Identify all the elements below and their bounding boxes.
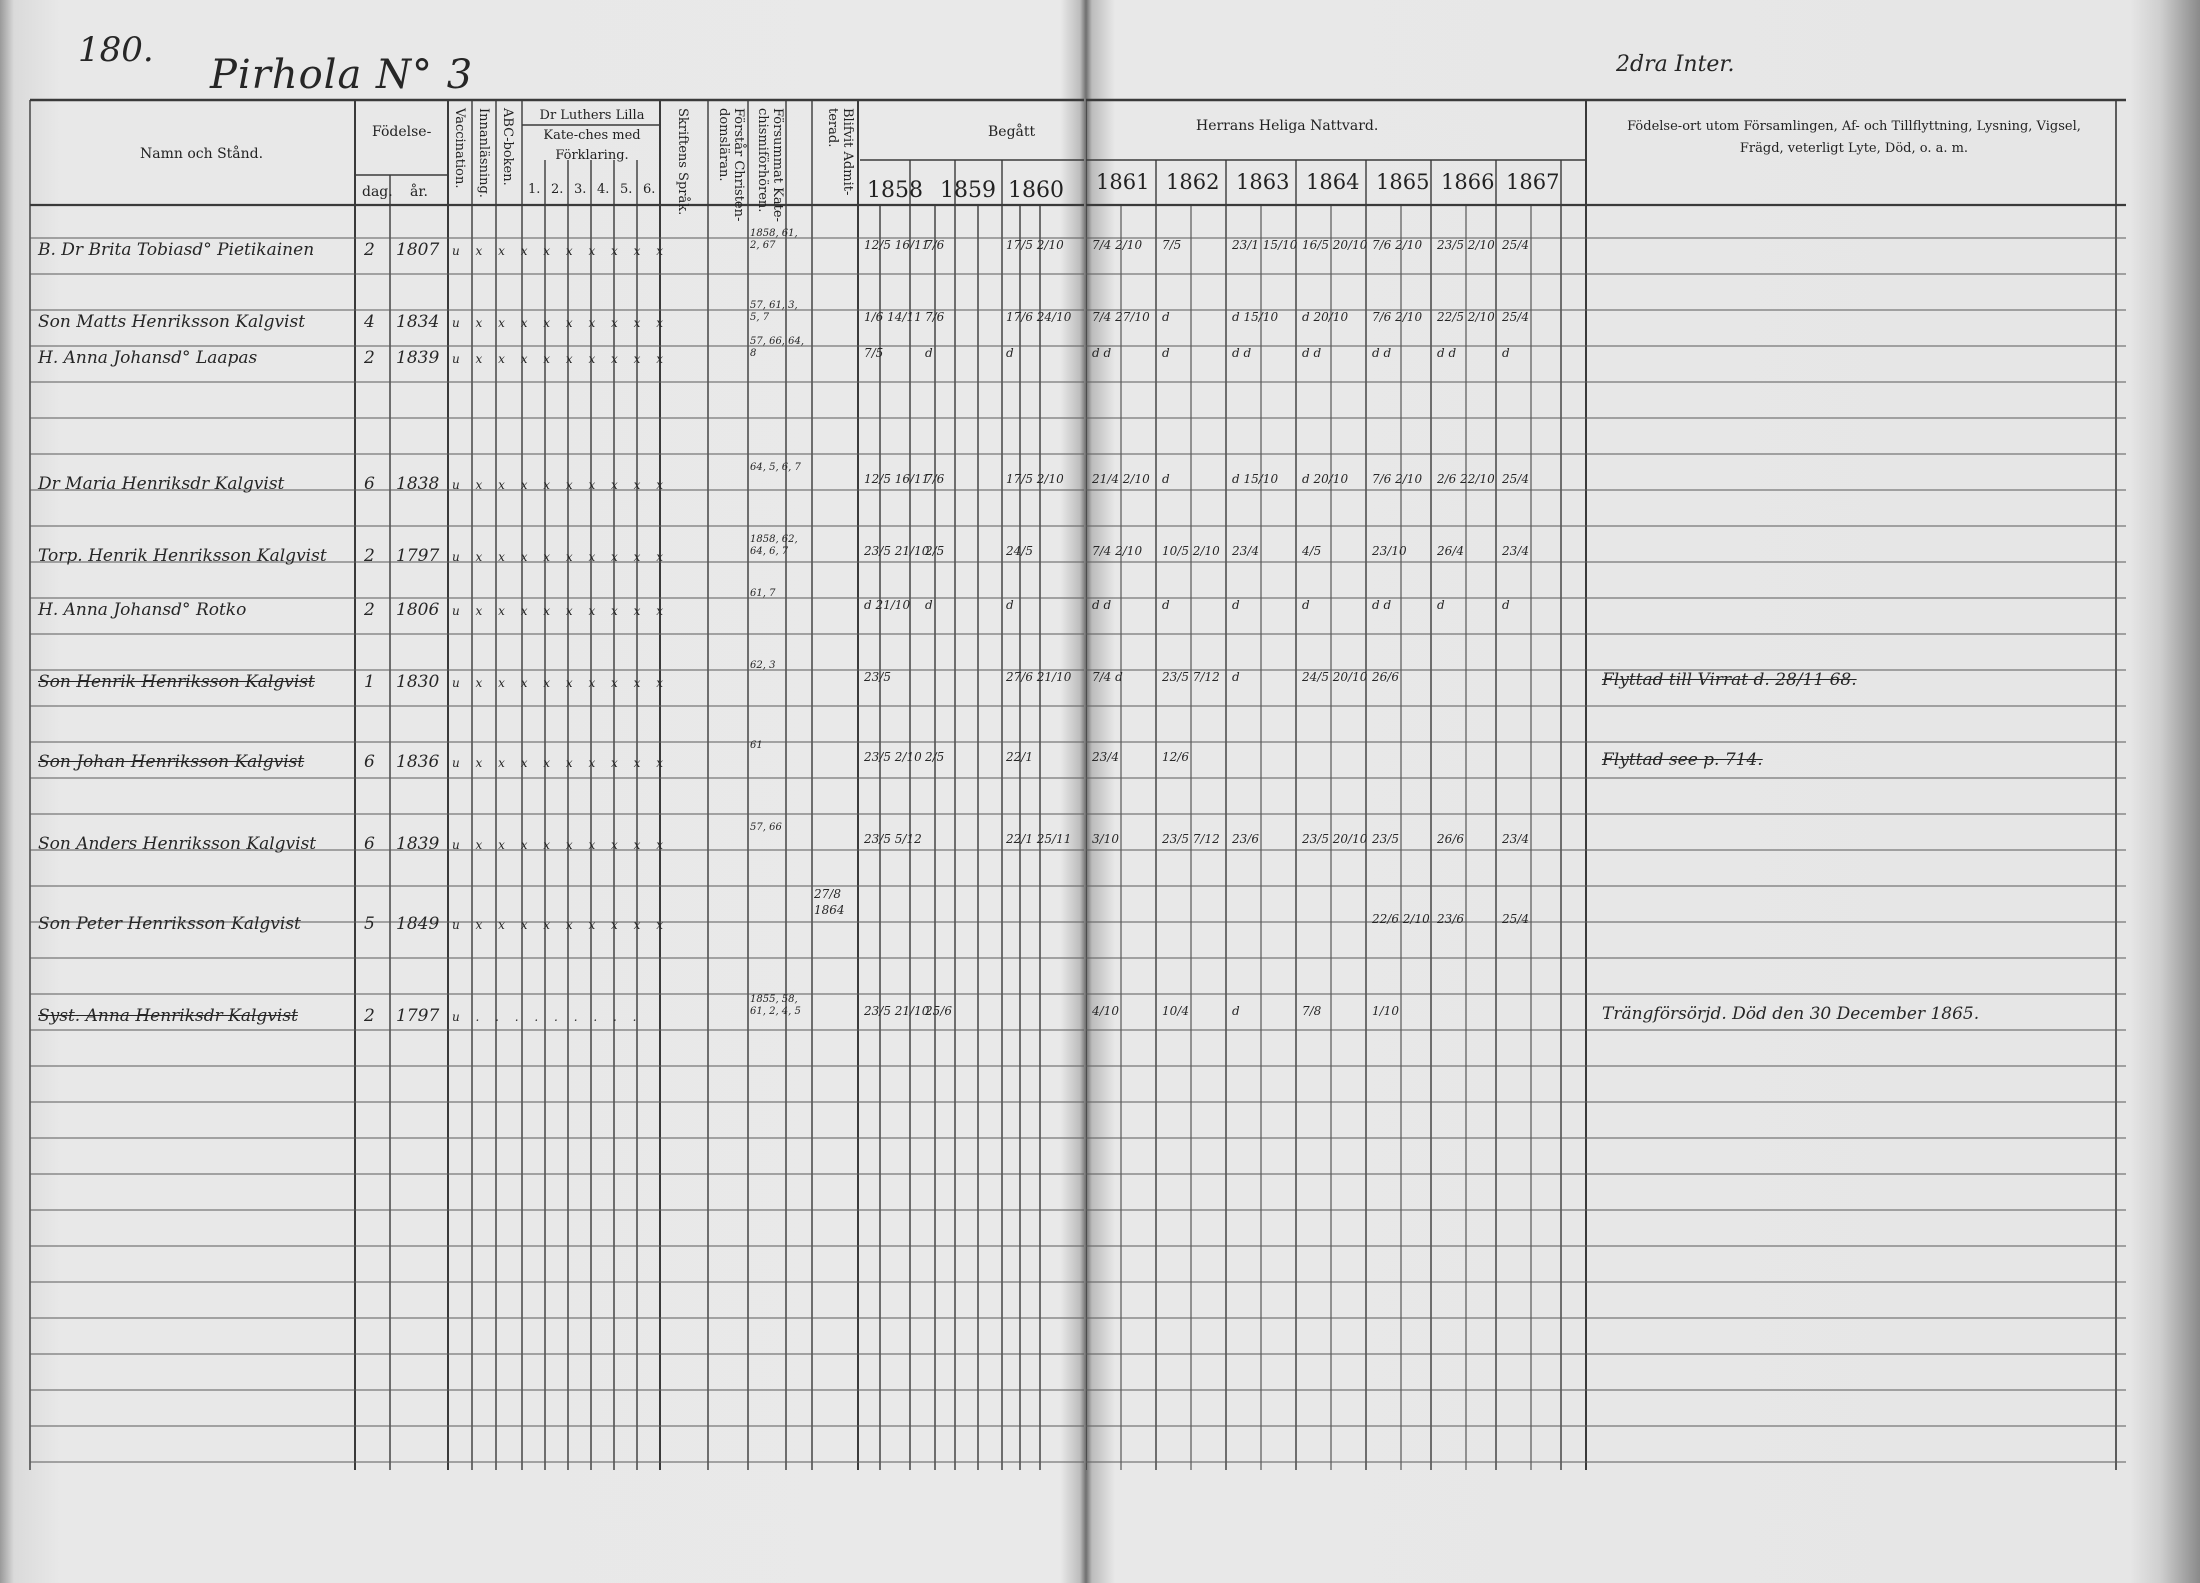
communion-1863: 23/4 xyxy=(1232,544,1259,558)
person-name: H. Anna Johansd° Rotko xyxy=(38,600,247,620)
communion-1858: 7/5 xyxy=(864,346,884,360)
header-birth-day: dag. xyxy=(362,184,393,200)
catechism-col-5: 5. xyxy=(620,182,633,197)
reading-marks: u x x x x x x x x x xyxy=(452,756,669,770)
remark-note: Flyttad see p. 714. xyxy=(1602,750,1763,770)
communion-1862: 23/5 7/12 xyxy=(1162,832,1220,846)
catechism-notes: 1855, 58, 61, 2, 4, 5 xyxy=(750,994,801,1017)
communion-1861: 4/10 xyxy=(1092,1004,1119,1018)
remark-note: Trängförsörjd. Död den 30 December 1865. xyxy=(1602,1004,1980,1024)
communion-1859: 7/6 xyxy=(925,238,945,252)
communion-1866: 23/6 xyxy=(1437,912,1464,926)
communion-1862: 7/5 xyxy=(1162,238,1182,252)
communion-1860: 22/1 25/11 xyxy=(1006,832,1072,846)
communion-1863: d 15/10 xyxy=(1232,310,1279,324)
communion-1867: 23/4 xyxy=(1502,832,1529,846)
birth-year: 1836 xyxy=(396,752,440,772)
communion-1867: d xyxy=(1502,598,1510,612)
communion-1865: 22/6 2/10 xyxy=(1372,912,1430,926)
communion-1860: 17/5 2/10 xyxy=(1006,238,1064,252)
communion-1861: d d xyxy=(1092,598,1112,612)
catechism-notes: 61 xyxy=(750,740,763,751)
person-name: Dr Maria Henriksdr Kalgvist xyxy=(38,474,285,494)
communion-year-1864: 1864 xyxy=(1306,170,1360,194)
communion-1862: d xyxy=(1162,472,1170,486)
header-communion: Herrans Heliga Nattvard. xyxy=(1196,118,1379,134)
communion-1867: 25/4 xyxy=(1502,310,1529,324)
communion-1858: d 21/10 xyxy=(864,598,911,612)
communion-1861: 23/4 xyxy=(1092,750,1119,764)
communion-year-1861: 1861 xyxy=(1096,170,1150,194)
communion-1860: d xyxy=(1006,346,1014,360)
person-name: Torp. Henrik Henriksson Kalgvist xyxy=(38,546,327,566)
header-scripture: Skriftens Språk. xyxy=(675,108,690,216)
communion-1864: d 20/10 xyxy=(1302,310,1349,324)
communion-year-1867: 1867 xyxy=(1506,170,1560,194)
communion-1864: 23/5 20/10 xyxy=(1302,832,1368,846)
communion-1860: 17/6 24/10 xyxy=(1006,310,1072,324)
reading-marks: u x x x x x x x x x xyxy=(452,676,669,690)
birth-year: 1839 xyxy=(396,834,440,854)
communion-1863: 23/6 xyxy=(1232,832,1259,846)
person-name: Son Peter Henriksson Kalgvist xyxy=(38,914,301,934)
birth-year: 1797 xyxy=(396,546,440,566)
communion-1858: 23/5 xyxy=(864,670,891,684)
communion-1865: 1/10 xyxy=(1372,1004,1399,1018)
communion-1861: 3/10 xyxy=(1092,832,1119,846)
communion-1865: d d xyxy=(1372,346,1392,360)
catechism-notes: 57, 66 xyxy=(750,822,782,833)
admitted-note: 27/8 1864 xyxy=(814,887,845,917)
header-birth: Födelse- xyxy=(372,124,432,140)
communion-1859: 2/5 xyxy=(925,750,945,764)
communion-1860: 24/5 xyxy=(1006,544,1033,558)
communion-1866: 23/5 2/10 xyxy=(1437,238,1495,252)
birth-day: 2 xyxy=(364,348,375,368)
communion-1867: 23/4 xyxy=(1502,544,1529,558)
header-admitted: Blifvit Admit-terad. xyxy=(825,108,855,196)
birth-year: 1834 xyxy=(396,312,440,332)
communion-1859: 7/6 xyxy=(925,472,945,486)
communion-1865: 7/6 2/10 xyxy=(1372,310,1423,324)
communion-1861: 7/4 d xyxy=(1092,670,1123,684)
communion-1863: d 15/10 xyxy=(1232,472,1279,486)
birth-year: 1797 xyxy=(396,1006,440,1026)
communion-1865: 7/6 2/10 xyxy=(1372,472,1423,486)
communion-1867: 25/4 xyxy=(1502,472,1529,486)
communion-1863: 23/1 15/10 xyxy=(1232,238,1298,252)
header-year-1860: 1860 xyxy=(1008,178,1064,203)
header-christian: Förstår Christen-domsläran. xyxy=(716,108,746,222)
communion-1865: 23/10 xyxy=(1372,544,1407,558)
reading-marks: u x x x x x x x x x xyxy=(452,244,669,258)
communion-1861: 7/4 2/10 xyxy=(1092,544,1143,558)
person-name: Son Anders Henriksson Kalgvist xyxy=(38,834,317,854)
communion-1862: d xyxy=(1162,598,1170,612)
communion-1858: 23/5 2/10 xyxy=(864,750,922,764)
communion-year-1865: 1865 xyxy=(1376,170,1430,194)
communion-1862: 12/6 xyxy=(1162,750,1189,764)
header-missed: Försummat Kate-chismiförhören. xyxy=(755,108,785,222)
catechism-notes: 62, 3 xyxy=(750,660,776,671)
communion-1865: 23/5 xyxy=(1372,832,1399,846)
communion-year-1862: 1862 xyxy=(1166,170,1220,194)
birth-year: 1849 xyxy=(396,914,440,934)
communion-1859: 2/5 xyxy=(925,544,945,558)
reading-marks: u x x x x x x x x x xyxy=(452,838,669,852)
catechism-notes: 64, 5, 6, 7 xyxy=(750,462,801,473)
communion-1863: d xyxy=(1232,670,1240,684)
communion-1859: d xyxy=(925,598,933,612)
communion-1863: d xyxy=(1232,1004,1240,1018)
communion-1864: d xyxy=(1302,598,1310,612)
communion-1865: 7/6 2/10 xyxy=(1372,238,1423,252)
catechism-notes: 1858, 61, 2, 67 xyxy=(750,228,798,251)
communion-1866: 22/5 2/10 xyxy=(1437,310,1495,324)
catechism-notes: 57, 66, 64, 8 xyxy=(750,336,805,359)
communion-1858: 1/6 14/11 xyxy=(864,310,922,324)
communion-1866: 26/4 xyxy=(1437,544,1464,558)
header-vaccination: Vaccination. xyxy=(452,108,467,189)
person-name: Son Henrik Henriksson Kalgvist xyxy=(38,672,315,692)
communion-1858: 23/5 21/10 xyxy=(864,1004,930,1018)
communion-1860: 27/6 21/10 xyxy=(1006,670,1072,684)
communion-1862: d xyxy=(1162,310,1170,324)
communion-1859: 7/6 xyxy=(925,310,945,324)
communion-1861: d d xyxy=(1092,346,1112,360)
communion-1864: d d xyxy=(1302,346,1322,360)
header-catechism: Dr Luthers Lilla Kate-ches med Förklaring. xyxy=(539,108,645,163)
communion-1858: 23/5 21/10 xyxy=(864,544,930,558)
communion-1864: 7/8 xyxy=(1302,1004,1322,1018)
header-name: Namn och Stånd. xyxy=(140,146,264,162)
birth-day: 4 xyxy=(364,312,375,332)
birth-day: 6 xyxy=(364,474,375,494)
header-begatt: Begått xyxy=(988,124,1036,140)
birth-year: 1807 xyxy=(396,240,440,260)
catechism-notes: 61, 7 xyxy=(750,588,776,599)
birth-day: 1 xyxy=(364,672,375,692)
person-name: Son Johan Henriksson Kalgvist xyxy=(38,752,305,772)
communion-1863: d d xyxy=(1232,346,1252,360)
person-name: Syst. Anna Henriksdr Kalgvist xyxy=(38,1006,298,1026)
birth-day: 2 xyxy=(364,546,375,566)
top-note: 2dra Inter. xyxy=(1616,52,1735,77)
birth-year: 1838 xyxy=(396,474,440,494)
header-birth-year: år. xyxy=(410,184,428,200)
communion-1866: 26/6 xyxy=(1437,832,1464,846)
communion-1862: 10/4 xyxy=(1162,1004,1189,1018)
farm-title: Pirhola N° 3 xyxy=(210,52,474,98)
reading-marks: u . . . . . . . . . xyxy=(452,1010,643,1024)
folio-number: 180. xyxy=(78,30,154,70)
communion-1862: d xyxy=(1162,346,1170,360)
communion-1864: 4/5 xyxy=(1302,544,1322,558)
catechism-col-1: 1. xyxy=(528,182,541,197)
birth-day: 2 xyxy=(364,1006,375,1026)
communion-1861: 21/4 2/10 xyxy=(1092,472,1150,486)
header-abc: ABC-boken. xyxy=(500,108,515,186)
birth-day: 6 xyxy=(364,752,375,772)
remark-note: Flyttad till Virrat d. 28/11 68. xyxy=(1602,670,1857,690)
header-remarks: Födelse-ort utom Församlingen, Af- och Tillflyttning, Lysning, Vigsel, Frägd, veterligt Lyte, Död, o. a. m. xyxy=(1627,119,2081,156)
communion-1858: 12/5 16/11 xyxy=(864,238,930,252)
left-page xyxy=(0,0,1084,1583)
communion-1866: 2/6 22/10 xyxy=(1437,472,1495,486)
communion-1867: 25/4 xyxy=(1502,912,1529,926)
communion-1859: 25/6 xyxy=(925,1004,952,1018)
catechism-notes: 57, 61, 3, 5, 7 xyxy=(750,300,798,323)
catechism-col-2: 2. xyxy=(551,182,564,197)
communion-1867: d xyxy=(1502,346,1510,360)
header-reading: Innanläsning. xyxy=(476,108,491,198)
communion-1865: d d xyxy=(1372,598,1392,612)
reading-marks: u x x x x x x x x x xyxy=(452,918,669,932)
communion-1867: 25/4 xyxy=(1502,238,1529,252)
communion-1860: 17/5 2/10 xyxy=(1006,472,1064,486)
reading-marks: u x x x x x x x x x xyxy=(452,478,669,492)
communion-1858: 12/5 16/11 xyxy=(864,472,930,486)
communion-1862: 10/5 2/10 xyxy=(1162,544,1220,558)
catechism-col-3: 3. xyxy=(574,182,587,197)
catechism-col-4: 4. xyxy=(597,182,610,197)
reading-marks: u x x x x x x x x x xyxy=(452,604,669,618)
communion-year-1863: 1863 xyxy=(1236,170,1290,194)
communion-1863: d xyxy=(1232,598,1240,612)
reading-marks: u x x x x x x x x x xyxy=(452,550,669,564)
communion-1865: 26/6 xyxy=(1372,670,1399,684)
reading-marks: u x x x x x x x x x xyxy=(452,352,669,366)
communion-1861: 7/4 2/10 xyxy=(1092,238,1143,252)
communion-1859: d xyxy=(925,346,933,360)
right-page xyxy=(1086,0,2200,1583)
communion-1861: 7/4 27/10 xyxy=(1092,310,1150,324)
communion-1862: 23/5 7/12 xyxy=(1162,670,1220,684)
header-year-1858: 1858 xyxy=(867,178,923,203)
communion-1864: 24/5 20/10 xyxy=(1302,670,1368,684)
communion-1858: 23/5 5/12 xyxy=(864,832,922,846)
birth-day: 6 xyxy=(364,834,375,854)
catechism-col-6: 6. xyxy=(643,182,656,197)
communion-1860: 22/1 xyxy=(1006,750,1033,764)
communion-year-1866: 1866 xyxy=(1441,170,1495,194)
catechism-notes: 1858, 62, 64, 6, 7 xyxy=(750,534,798,557)
birth-year: 1830 xyxy=(396,672,440,692)
birth-year: 1839 xyxy=(396,348,440,368)
person-name: Son Matts Henriksson Kalgvist xyxy=(38,312,306,332)
birth-year: 1806 xyxy=(396,600,440,620)
person-name: H. Anna Johansd° Laapas xyxy=(38,348,258,368)
communion-1864: d 20/10 xyxy=(1302,472,1349,486)
person-name: B. Dr Brita Tobiasd° Pietikainen xyxy=(38,240,315,260)
birth-day: 5 xyxy=(364,914,375,934)
birth-day: 2 xyxy=(364,600,375,620)
communion-1860: d xyxy=(1006,598,1014,612)
header-year-1859: 1859 xyxy=(940,178,996,203)
communion-1866: d xyxy=(1437,598,1445,612)
communion-1864: 16/5 20/10 xyxy=(1302,238,1368,252)
birth-day: 2 xyxy=(364,240,375,260)
reading-marks: u x x x x x x x x x xyxy=(452,316,669,330)
communion-1866: d d xyxy=(1437,346,1457,360)
